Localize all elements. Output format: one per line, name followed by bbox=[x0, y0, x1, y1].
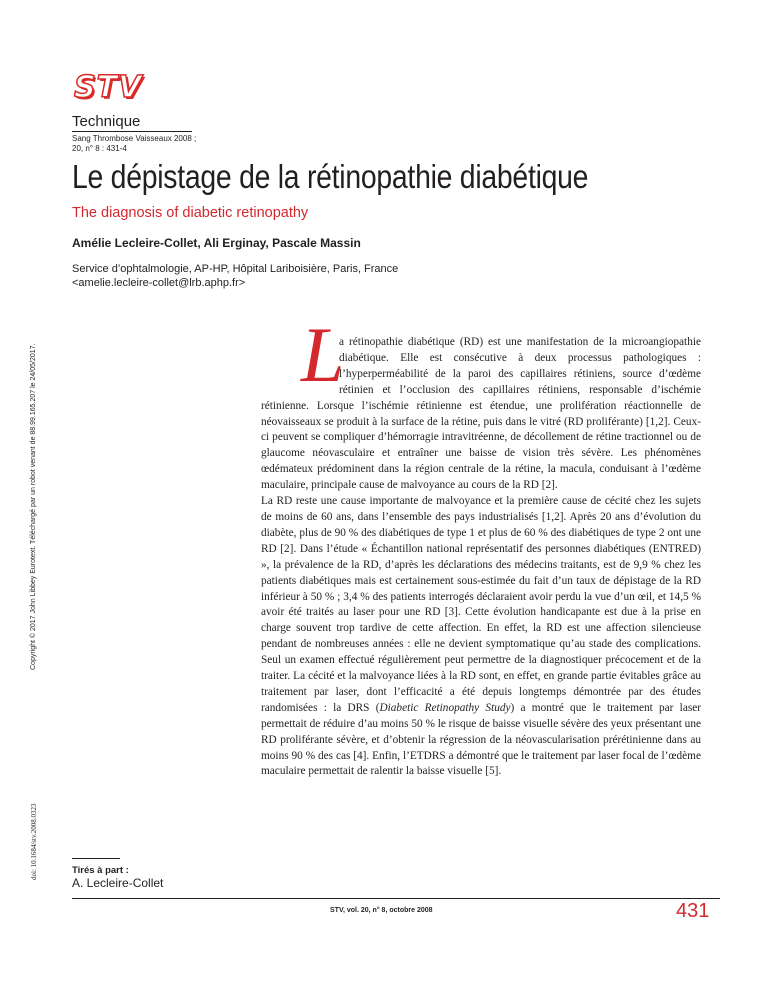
correspondence-label: Tirés à part : bbox=[72, 865, 129, 876]
section-divider bbox=[72, 131, 192, 132]
article-title: Le dépistage de la rétinopathie diabétique bbox=[72, 158, 589, 195]
footer-divider bbox=[72, 898, 720, 899]
article-body bbox=[261, 335, 701, 780]
copyright-notice: Copyright © 2017 John Libbey Eurotext. Téléchargé par un robot venant de 88.99.165.207 le 24/05/2017. bbox=[30, 343, 37, 670]
section-label: Technique bbox=[72, 113, 141, 130]
journal-logo: STV bbox=[74, 70, 143, 105]
paragraph-2-tail: ) a montré que le traitement par laser permettait de réduire d’au moins 50 % le risque de baisse visuelle sévère des yeux présentant une RD proliférante sévère, et d’obtenir la régression de la néovascularisation prérétinienne dans au moins 90 % des cas [4]. Enfin, l’ETDRS a démontré que le traitement par laser focal de l’œdème maculaire permettait de ralentir la baisse visuelle [5]. bbox=[261, 701, 702, 778]
paragraph-2-italic: Diabetic Retinopathy Study bbox=[379, 701, 511, 714]
page-number: 431 bbox=[676, 900, 710, 922]
paragraph-2 bbox=[261, 494, 701, 780]
correspondence-divider bbox=[72, 858, 120, 859]
paragraph-1-text: a rétinopathie diabétique (RD) est une manifestation de la microangiopathie diabétique. Elle est consécutive à deux processus pathologiques : l’hyperperméabilité de la paroi des capillaires rétiniens, source d’œdème rétinien et l’occlusion des capillaires rétiniens, responsable d’ischémie rétinienne. Lorsque l’ischémie rétinienne est étendue, une prolifération réactionnelle de néovaisseaux se produit à la surface de la rétine, puis dans le vitré (RD proliférante) [1,2]. Ceux-ci peuvent se compliquer d’hémorragie intravitréenne, de décollement de rétine tractionnel ou de glaucome néovasculaire et entraîner une baisse de vision très sévère. Les phénomènes œdémateux prédominent dans la région centrale de la rétine, la macula, conduisant à l’œdème maculaire, principale cause de malvoyance au cours de la RD [2]. bbox=[261, 336, 701, 492]
dropcap-space bbox=[261, 335, 339, 397]
correspondence-name: A. Lecleire-Collet bbox=[72, 876, 164, 890]
citation-line-1: Sang Thrombose Vaisseaux 2008 ; bbox=[72, 134, 197, 143]
paragraph-1 bbox=[261, 335, 701, 494]
footer-journal: STV, vol. 20, n° 8, octobre 2008 bbox=[330, 907, 433, 914]
drop-cap: L bbox=[301, 311, 345, 398]
affiliation-email: <amelie.lecleire-collet@lrb.aphp.fr> bbox=[72, 277, 246, 289]
affiliation bbox=[72, 262, 398, 290]
paragraph-2-text: La RD reste une cause importante de malvoyance et la première cause de cécité chez les sujets de moins de 60 ans, dans l’ensemble des pays industrialisés [1,2]. Après 20 ans d’évolution du diabète, plus de 90 % des diabétiques de type 1 et plus de 60 % des diabétiques de type 2 ont une RD [2]. Dans l’étude « Échantillon national représentatif des personnes diabétiques (ENTRED) », la prévalence de la RD, d’après les déclarations des médecins traitants, est de 9,9 % chez les patients diabétiques mais est certainement sous-estimée du fait d’un taux de dépistage de la RD inférieur à 50 % ; 3,4 % des patients interrogés déclaraient avoir perdu la vue d’un œil, et 14,5 % avoir été traités au laser pour une RD [3]. Cette évolution handicapante est due à la prise en charge souvent trop tardive de cette affection. En effet, la RD est une affection silencieuse pendant de nombreuses années : elle ne devient symptomatique qu’au stade des complications. Seul un examen effectué régulièrement peut permettre de la diagnostiquer précocement et de la traiter. La cécité et la malvoyance liées à la RD sont, en effet, en grande partie évitables grâce au traitement par laser, dont l’efficacité a été depuis longtemps démontrée par des études randomisées : la DRS ( bbox=[261, 495, 701, 714]
doi: doi: 10.1684/stv.2008.0323 bbox=[30, 803, 38, 880]
article-subtitle: The diagnosis of diabetic retinopathy bbox=[72, 205, 309, 221]
affiliation-institution: Service d’ophtalmologie, AP-HP, Hôpital Lariboisière, Paris, France bbox=[72, 263, 399, 275]
citation-line-2: 20, n° 8 : 431-4 bbox=[72, 144, 127, 153]
citation bbox=[72, 134, 196, 154]
author-list: Amélie Lecleire-Collet, Ali Erginay, Pascale Massin bbox=[72, 236, 361, 250]
